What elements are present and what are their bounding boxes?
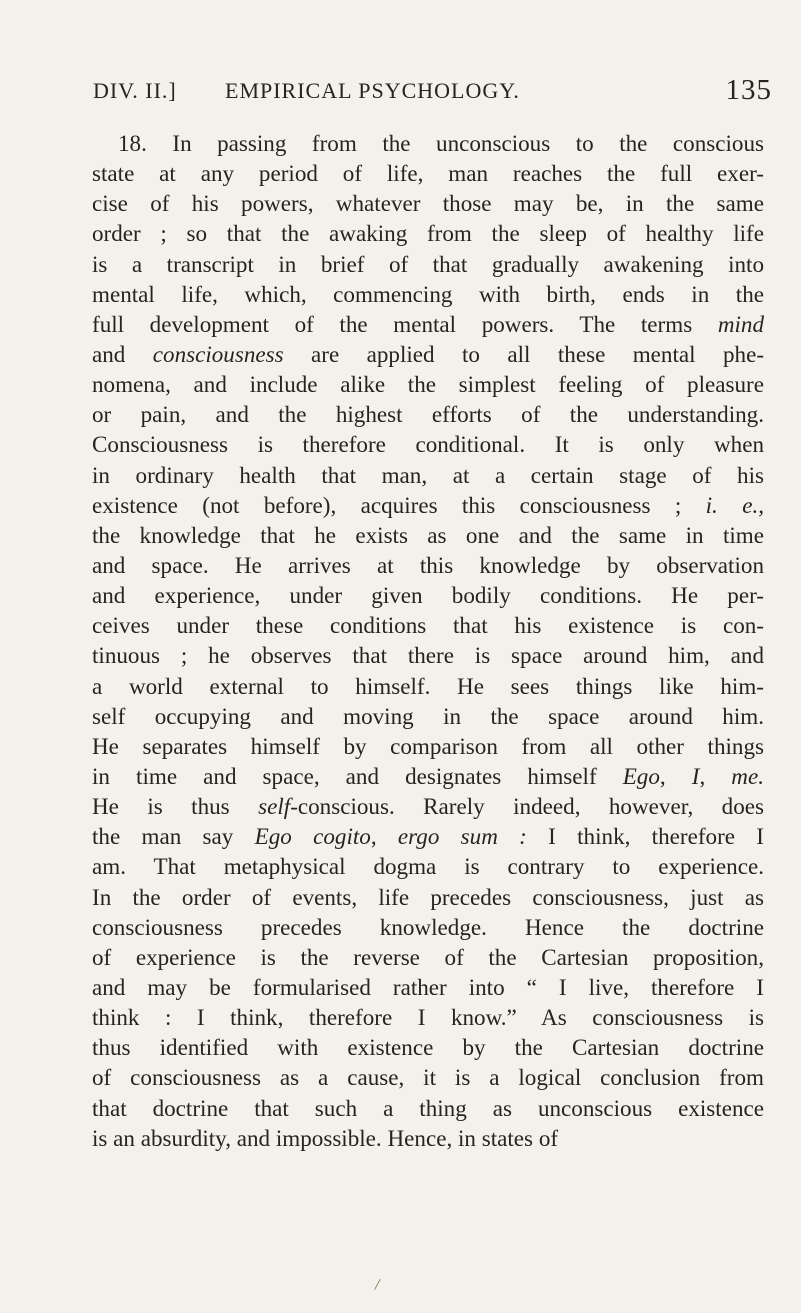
text-line: thus identified with existence by the Cartesian doctrine: [92, 1034, 764, 1061]
text-line: ceives under these conditions that his existence is con-: [92, 612, 764, 639]
text-line: 18. In passing from the unconscious to the conscious: [118, 130, 764, 156]
text-line: Consciousness is therefore conditional. It is only when: [92, 431, 764, 458]
text-line: the man say Ego cogito, ergo sum : I think, therefore I: [92, 823, 764, 850]
italic-term: i. e.,: [705, 491, 764, 518]
text-line: is a transcript in brief of that gradually awakening into: [92, 250, 764, 277]
italic-term: Ego cogito: [254, 823, 371, 850]
italic-term: me.: [731, 762, 764, 789]
text-line: self occupying and moving in the space around him.: [92, 702, 764, 729]
page-number: 135: [725, 74, 772, 106]
text-line: existence (not before), acquires this consciousness ; i. e.,: [92, 491, 764, 518]
italic-term: Ego: [622, 762, 660, 789]
text-line: cise of his powers, whatever those may be, in the same: [92, 190, 764, 217]
text-line: order ; so that the awaking from the sleep of healthy life: [92, 220, 764, 247]
text-line: is an absurdity, and impossible. Hence, in states of: [92, 1124, 559, 1151]
italic-term: mind: [717, 310, 764, 337]
italic-term: I: [691, 762, 700, 789]
text-line: and space. He arrives at this knowledge by observation: [92, 551, 764, 578]
text-line: or pain, and the highest efforts of the understanding.: [92, 401, 764, 428]
text-line: tinuous ; he observes that there is space around him, and: [92, 642, 764, 669]
text-line: consciousness precedes knowledge. Hence the doctrine: [92, 913, 764, 940]
italic-term: ergo sum :: [397, 823, 527, 850]
paragraph-18: [92, 128, 764, 1153]
division-label: DIV. II.]: [93, 78, 177, 103]
text-line: and may be formularised rather into “ I live, therefore I: [92, 973, 764, 1000]
text-line: In the order of events, life precedes consciousness, just as: [92, 883, 764, 910]
text-line: the knowledge that he exists as one and the same in time: [92, 521, 764, 548]
text-line: He is thus self-conscious. Rarely indeed, however, does: [92, 793, 764, 820]
italic-term: self: [258, 793, 291, 820]
text-line: of consciousness as a cause, it is a logical conclusion from: [92, 1064, 764, 1091]
text-line: in time and space, and designates himself Ego, I, me.: [92, 762, 764, 789]
text-line: and experience, under given bodily conditions. He per-: [92, 582, 764, 609]
text-line: and consciousness are applied to all these mental phe-: [92, 340, 765, 367]
text-line: in ordinary health that man, at a certain stage of his: [92, 461, 764, 488]
text-line: am. That metaphysical dogma is contrary to experience.: [92, 853, 764, 880]
running-header: [93, 74, 772, 112]
text-line: full development of the mental powers. The terms mind: [92, 310, 764, 337]
italic-term: consciousness: [152, 340, 284, 367]
text-line: of experience is the reverse of the Cartesian proposition,: [92, 943, 764, 970]
text-line: think : I think, therefore I know.” As consciousness is: [92, 1004, 764, 1031]
text-line: He separates himself by comparison from all other things: [92, 732, 764, 759]
text-line: mental life, which, commencing with birth, ends in the: [92, 280, 764, 307]
running-title: EMPIRICAL PSYCHOLOGY.: [225, 78, 520, 103]
text-line: state at any period of life, man reaches the full exer-: [92, 160, 764, 187]
text-line: that doctrine that such a thing as unconscious existence: [92, 1094, 764, 1121]
text-line: nomena, and include alike the simplest feeling of pleasure: [92, 371, 764, 398]
text-line: a world external to himself. He sees things like him-: [92, 672, 764, 699]
pencil-mark: /: [373, 1274, 382, 1295]
